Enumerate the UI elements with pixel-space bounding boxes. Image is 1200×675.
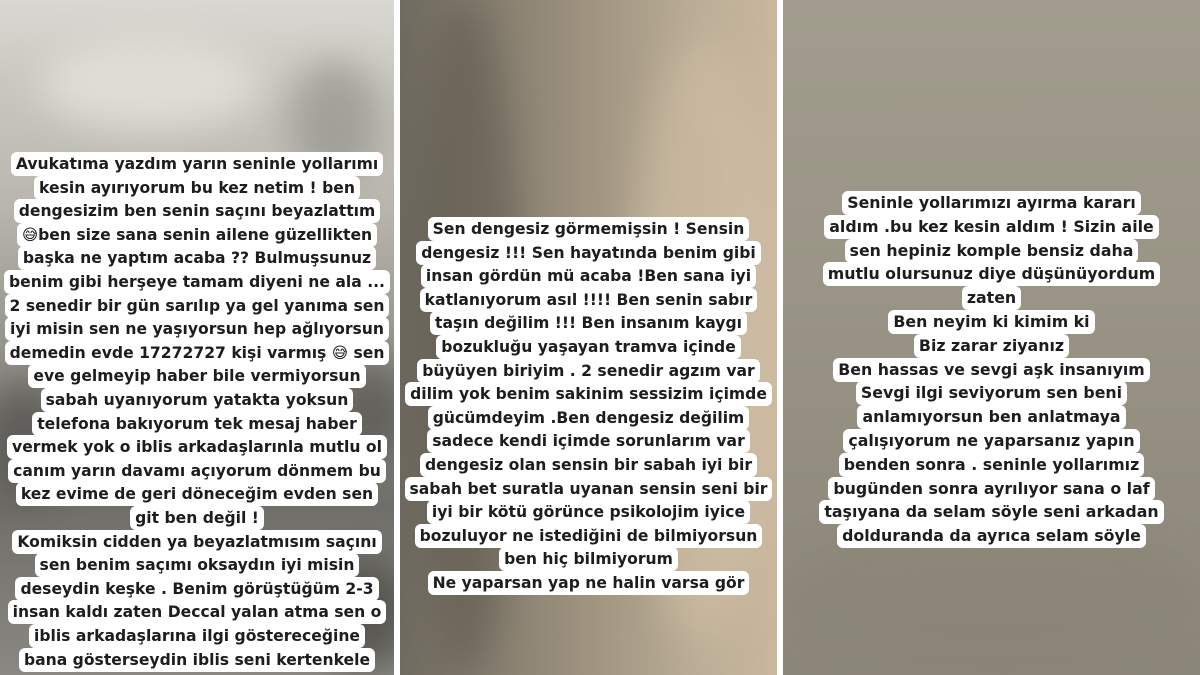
story-text-line (400, 524, 777, 548)
story-text: Seninle yollarımızı ayırma kararı (842, 191, 1141, 215)
story-text-line (400, 311, 777, 335)
story-text: insan kaldı zaten Deccal yalan atma sen o (8, 600, 387, 624)
story-text-line (0, 530, 394, 554)
story-text: demedin evde 17272727 kişi varmış 😅 sen (5, 341, 390, 365)
story-text-line (783, 262, 1200, 286)
story-text: benim gibi herşeye tamam diyeni ne ala ... (4, 270, 390, 294)
story-text: Sevgi ilgi seviyorum sen beni (856, 381, 1127, 405)
story-text-line (0, 152, 394, 176)
story-text-line (400, 335, 777, 359)
story-text-line (0, 246, 394, 270)
story-text: dengesiz olan sensin bir sabah iyi bir (420, 453, 757, 477)
story-text: başka ne yaptım acaba ?? Bulmuşsunuz (18, 246, 376, 270)
story-text: 😅ben size sana senin ailene güzellikten (17, 223, 377, 247)
story-text-line (0, 553, 394, 577)
story-text: katlanıyorum asıl !!!! Ben senin sabır (420, 288, 758, 312)
story-text-line (0, 270, 394, 294)
story-text: sen benim saçımı oksaydın iyi misin (35, 553, 360, 577)
story-text-line (0, 482, 394, 506)
story-text: 2 senedir bir gün sarılıp ya gel yanıma sen (5, 294, 390, 318)
story-text: Ben neyim ki kimim ki (888, 310, 1094, 334)
story-text-line (400, 241, 777, 265)
story-text: taşın değilim !!! Ben insanım kaygı (430, 311, 747, 335)
story-text-line (400, 453, 777, 477)
story-text-line (0, 624, 394, 648)
story-text-line (783, 453, 1200, 477)
story-text-line (783, 334, 1200, 358)
story-text: bozukluğu yaşayan tramva içinde (436, 335, 741, 359)
story-text-line (400, 500, 777, 524)
story-text-line (783, 405, 1200, 429)
story-text: anlamıyorsun ben anlatmaya (857, 405, 1125, 429)
story-text-line (400, 429, 777, 453)
story-text: çalışıyorum ne yaparsanız yapın (843, 429, 1139, 453)
story-text-line (0, 600, 394, 624)
story-text: vermek yok o iblis arkadaşlarınla mutlu ol (7, 435, 387, 459)
story-text-line (0, 459, 394, 483)
story-text: dolduranda da ayrıca selam söyle (837, 524, 1146, 548)
story-text-line (0, 341, 394, 365)
story-text-line (783, 524, 1200, 548)
story-text-line (400, 547, 777, 571)
story-text-line (400, 359, 777, 383)
story-text: dengesiz !!! Sen hayatında benim gibi (416, 241, 761, 265)
story-text-line (0, 176, 394, 200)
story-text: ben hiç bilmiyorum (499, 547, 678, 571)
story-text-line (0, 199, 394, 223)
story-text: insan gördün mü acaba !Ben sana iyi (421, 264, 756, 288)
story-text-line (0, 317, 394, 341)
story-text-line (783, 191, 1200, 215)
story-text-line (0, 294, 394, 318)
story-text: aldım .bu kez kesin aldım ! Sizin aile (824, 215, 1158, 239)
story-text-line (0, 364, 394, 388)
story-text: iblis arkadaşlarına ilgi göstereceğine (29, 624, 365, 648)
story-text: eve gelmeyip haber bile vermiyorsun (28, 364, 365, 388)
story-text-line (400, 288, 777, 312)
story-text: sabah bet suratla uyanan sensin seni bir (405, 477, 773, 501)
story-text: dengesizim ben senin saçını beyazlattım (14, 199, 381, 223)
story-text-line (400, 477, 777, 501)
story-text-line (0, 223, 394, 247)
story-text: kez evime de geri döneceğim evden sen (16, 482, 378, 506)
story-text-line (783, 286, 1200, 310)
story-text: iyi misin sen ne yaşıyorsun hep ağlıyorsun (5, 317, 389, 341)
story-text: taşıyana da selam söyle seni arkadan (819, 500, 1163, 524)
story-text-line (783, 477, 1200, 501)
background-blur (40, 40, 260, 130)
story-text-line (783, 429, 1200, 453)
story-text: kesin ayırıyorum bu kez netim ! ben (34, 176, 360, 200)
story-text: Ne yaparsan yap ne halin varsa gör (428, 571, 750, 595)
story-panel-2 (400, 0, 777, 675)
story-text-line (783, 310, 1200, 334)
story-text-line (783, 239, 1200, 263)
story-text: bana gösterseydin iblis seni kertenkele (19, 648, 375, 672)
story-text: sabah uyanıyorum yatakta yoksun (41, 388, 354, 412)
story-text: Sen dengesiz görmemişsin ! Sensin (428, 217, 750, 241)
story-text: sen hepiniz komple bensiz daha (845, 239, 1139, 263)
story-text: Avukatıma yazdım yarın seninle yollarımı (11, 152, 383, 176)
story-text: iyi bir kötü görünce psikolojim iyice (427, 500, 750, 524)
story-text-line (0, 577, 394, 601)
story-text-line (400, 406, 777, 430)
story-text: deseydin keşke . Benim görüştüğüm 2-3 (15, 577, 378, 601)
story-text: gücümdeyim .Ben dengesiz değilim (428, 406, 750, 430)
story-text: Biz zarar ziyanız (914, 334, 1069, 358)
story-text: dilim yok benim sakinim sessizim içimde (405, 382, 772, 406)
story-text-line (400, 382, 777, 406)
story-text-line (0, 435, 394, 459)
story-text-line (0, 412, 394, 436)
story-text: Komiksin cidden ya beyazlatmısım saçını (12, 530, 381, 554)
story-text-line (400, 571, 777, 595)
story-text: Ben hassas ve sevgi aşk insanıyım (833, 358, 1150, 382)
story-text: git ben değil ! (130, 506, 264, 530)
story-text: telefona bakıyorum tek mesaj haber (32, 412, 362, 436)
story-text: bugünden sonra ayrılıyor sana o laf (828, 477, 1154, 501)
story-text-line (400, 264, 777, 288)
story-text-line (0, 388, 394, 412)
story-text-line (783, 500, 1200, 524)
story-text: canım yarın davamı açıyorum dönmem bu (8, 459, 386, 483)
story-text: mutlu olursunuz diye düşünüyordum (823, 262, 1160, 286)
story-text-line (783, 215, 1200, 239)
story-text: zaten (962, 286, 1021, 310)
story-text-line (783, 381, 1200, 405)
story-text: büyüyen biriyim . 2 senedir agzım var (417, 359, 760, 383)
story-text: benden sonra . seninle yollarımız (839, 453, 1145, 477)
story-text-line (783, 358, 1200, 382)
story-panel-1 (0, 0, 394, 675)
story-text: sadece kendi içimde sorunlarım var (427, 429, 750, 453)
story-text-line (0, 506, 394, 530)
story-panel-3 (783, 0, 1200, 675)
story-text-line (0, 648, 394, 672)
story-text-line (400, 217, 777, 241)
story-text: bozuluyor ne istediğini de bilmiyorsun (415, 524, 763, 548)
